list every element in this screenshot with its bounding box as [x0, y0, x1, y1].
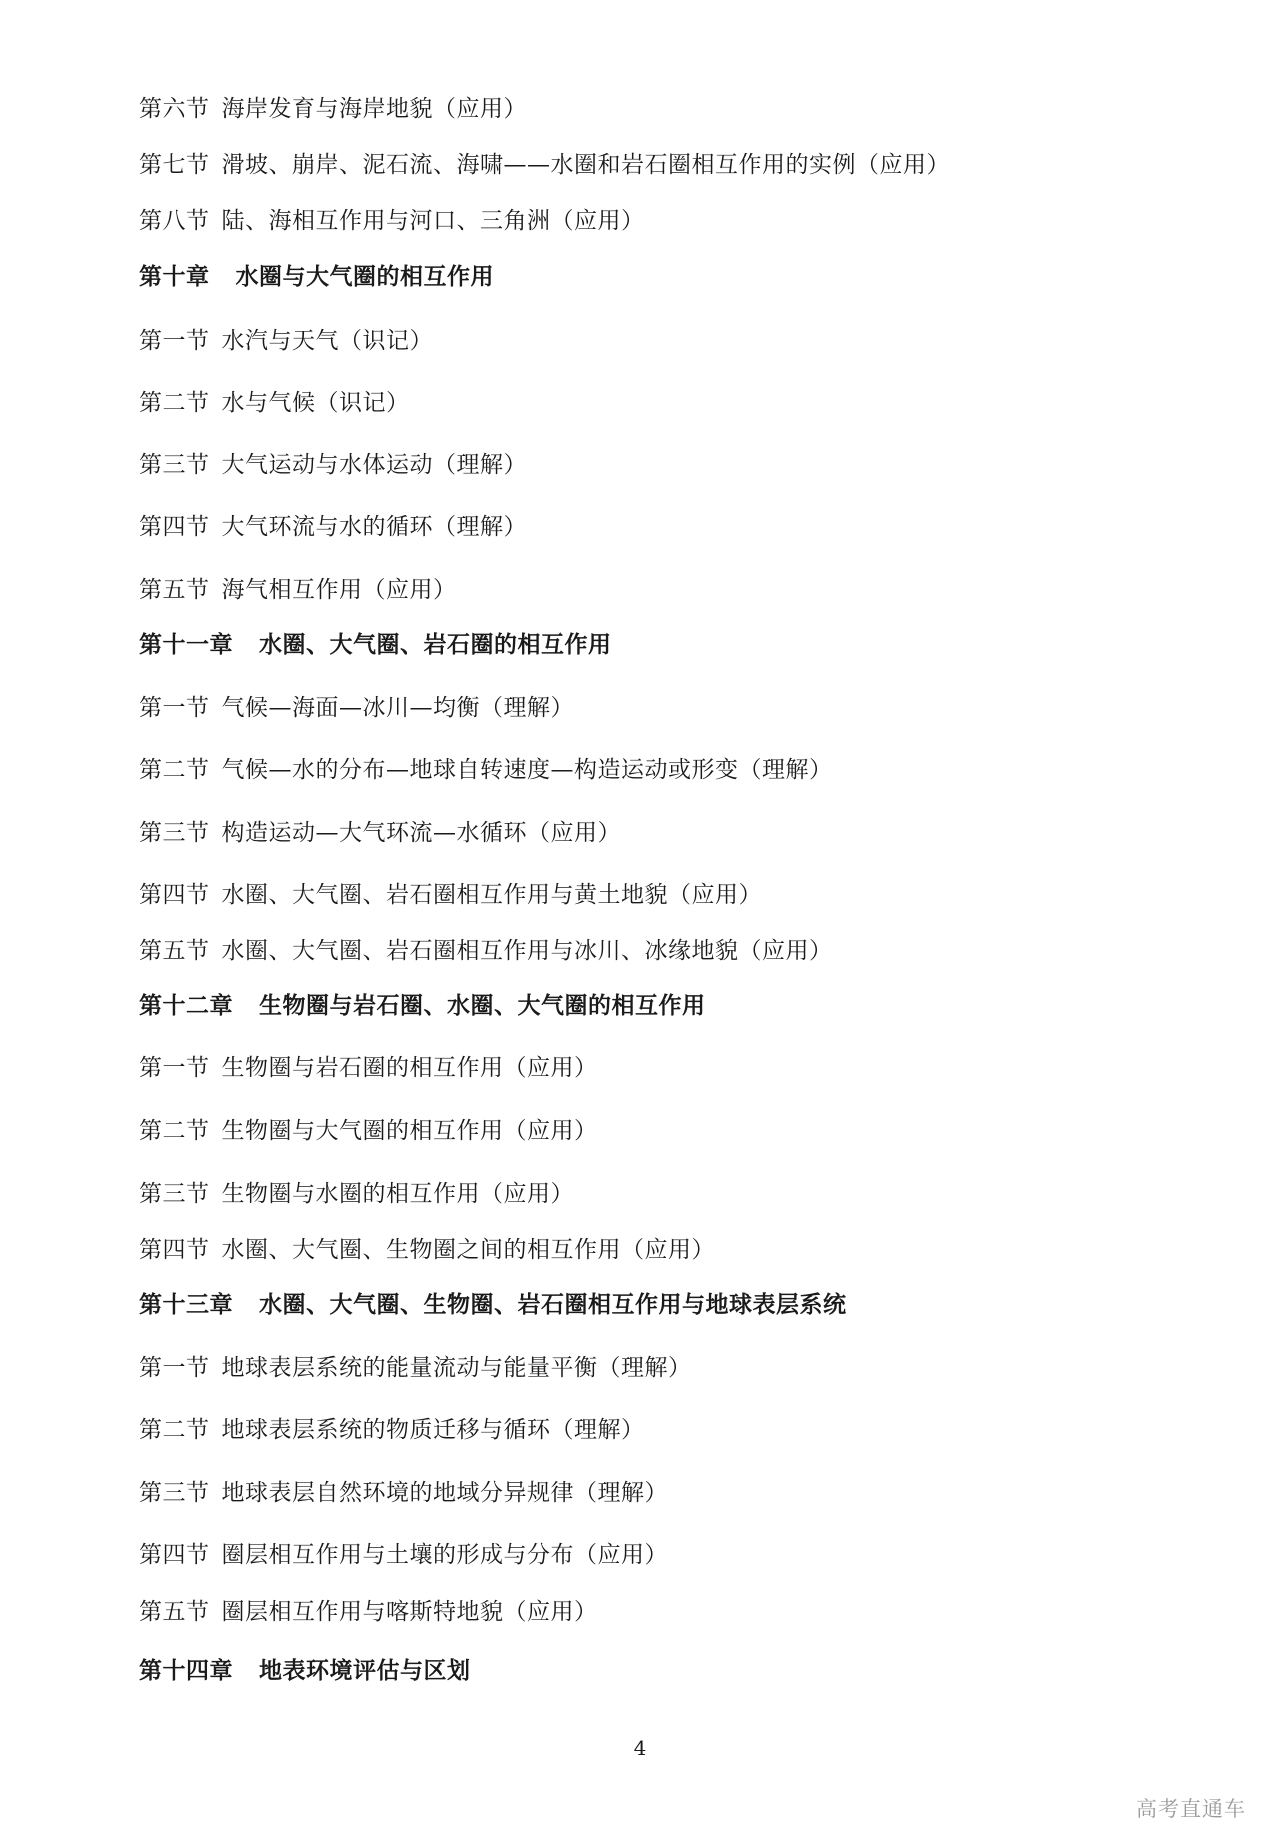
section-title: 地球表层自然环境的地域分异规律（理解）	[221, 1480, 668, 1506]
chapter-title: 水圈、大气圈、岩石圈的相互作用	[259, 632, 612, 658]
section-title: 生物圈与大气圈的相互作用（应用）	[221, 1118, 598, 1144]
section-line	[139, 1597, 598, 1627]
chapter-heading	[139, 1656, 471, 1686]
section-number: 第五节	[139, 1599, 210, 1625]
section-title: 陆、海相互作用与河口、三角洲（应用）	[221, 208, 645, 234]
section-line	[139, 450, 527, 480]
section-line	[139, 388, 410, 418]
section-line	[139, 1478, 668, 1508]
section-title: 构造运动—大气环流—水循环（应用）	[221, 820, 621, 846]
section-title: 海气相互作用（应用）	[221, 577, 457, 603]
section-number: 第六节	[139, 96, 210, 122]
section-line	[139, 575, 457, 605]
section-number: 第二节	[139, 390, 210, 416]
chapter-heading	[139, 262, 494, 292]
section-number: 第七节	[139, 152, 210, 178]
chapter-number: 第十三章	[139, 1292, 233, 1318]
section-title: 生物圈与水圈的相互作用（应用）	[221, 1181, 574, 1207]
section-title: 滑坡、崩岸、泥石流、海啸——水圈和岩石圈相互作用的实例（应用）	[221, 152, 950, 178]
chapter-heading	[139, 1290, 847, 1320]
section-title: 大气环流与水的循环（理解）	[221, 514, 527, 540]
chapter-number: 第十四章	[139, 1658, 233, 1684]
section-line	[139, 1540, 668, 1570]
section-line	[139, 150, 950, 180]
section-number: 第二节	[139, 757, 210, 783]
section-line	[139, 755, 833, 785]
section-line	[139, 1353, 692, 1383]
chapter-number: 第十章	[139, 264, 210, 290]
section-title: 水汽与天气（识记）	[221, 328, 433, 354]
section-number: 第四节	[139, 1542, 210, 1568]
section-title: 大气运动与水体运动（理解）	[221, 452, 527, 478]
section-title: 圈层相互作用与喀斯特地貌（应用）	[221, 1599, 598, 1625]
section-title: 水与气候（识记）	[221, 390, 410, 416]
section-title: 水圈、大气圈、岩石圈相互作用与黄土地貌（应用）	[221, 882, 762, 908]
section-number: 第二节	[139, 1417, 210, 1443]
chapter-title: 水圈与大气圈的相互作用	[235, 264, 494, 290]
section-line	[139, 936, 833, 966]
section-line	[139, 512, 527, 542]
section-line	[139, 326, 433, 356]
chapter-heading	[139, 630, 612, 660]
section-title: 水圈、大气圈、岩石圈相互作用与冰川、冰缘地貌（应用）	[221, 938, 833, 964]
section-number: 第二节	[139, 1118, 210, 1144]
section-number: 第三节	[139, 820, 210, 846]
section-line	[139, 1179, 574, 1209]
section-title: 圈层相互作用与土壤的形成与分布（应用）	[221, 1542, 668, 1568]
chapter-title: 水圈、大气圈、生物圈、岩石圈相互作用与地球表层系统	[259, 1292, 847, 1318]
section-number: 第五节	[139, 577, 210, 603]
section-title: 海岸发育与海岸地貌（应用）	[221, 96, 527, 122]
page-number: 4	[633, 1736, 647, 1760]
section-title: 气候—水的分布—地球自转速度—构造运动或形变（理解）	[221, 757, 833, 783]
section-number: 第一节	[139, 1355, 210, 1381]
section-line	[139, 693, 574, 723]
section-number: 第一节	[139, 1055, 210, 1081]
section-number: 第八节	[139, 208, 210, 234]
section-number: 第五节	[139, 938, 210, 964]
section-title: 生物圈与岩石圈的相互作用（应用）	[221, 1055, 598, 1081]
watermark-text: 高考直通车	[1136, 1797, 1246, 1821]
chapter-title: 地表环境评估与区划	[259, 1658, 471, 1684]
section-number: 第一节	[139, 695, 210, 721]
section-number: 第一节	[139, 328, 210, 354]
section-number: 第四节	[139, 1237, 210, 1263]
section-number: 第三节	[139, 452, 210, 478]
chapter-number: 第十一章	[139, 632, 233, 658]
chapter-heading	[139, 991, 706, 1021]
section-title: 水圈、大气圈、生物圈之间的相互作用（应用）	[221, 1237, 715, 1263]
section-number: 第三节	[139, 1480, 210, 1506]
section-line	[139, 880, 762, 910]
section-line	[139, 1053, 598, 1083]
section-line	[139, 1415, 645, 1445]
section-number: 第三节	[139, 1181, 210, 1207]
section-title: 地球表层系统的能量流动与能量平衡（理解）	[221, 1355, 692, 1381]
section-line	[139, 1116, 598, 1146]
section-line	[139, 818, 621, 848]
section-title: 气候—海面—冰川—均衡（理解）	[221, 695, 574, 721]
chapter-number: 第十二章	[139, 993, 233, 1019]
section-line	[139, 206, 645, 236]
section-title: 地球表层系统的物质迁移与循环（理解）	[221, 1417, 645, 1443]
section-number: 第四节	[139, 882, 210, 908]
section-line	[139, 1235, 715, 1265]
section-line	[139, 94, 527, 124]
chapter-title: 生物圈与岩石圈、水圈、大气圈的相互作用	[259, 993, 706, 1019]
section-number: 第四节	[139, 514, 210, 540]
